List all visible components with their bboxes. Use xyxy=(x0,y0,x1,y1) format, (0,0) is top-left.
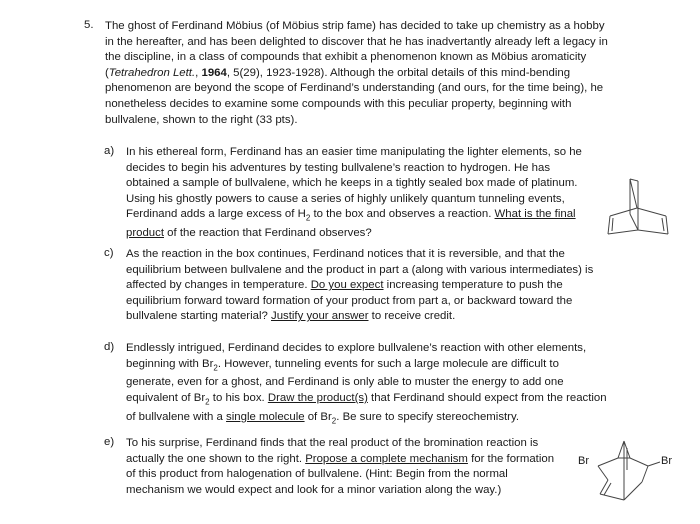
part-e-label: e) xyxy=(104,436,115,448)
part-e-line-2-pre: actually the one shown to the right. xyxy=(126,452,306,465)
part-d-draw-products: Draw the product(s) xyxy=(267,392,368,405)
intro-line-2: in the hereafter, and has been delighted to discover that he has inadvertantly already left a legacy in xyxy=(105,35,608,48)
part-c-text xyxy=(126,247,593,325)
br2-subscript-2: 2 xyxy=(205,397,210,407)
part-d-line-5-pre: of bullvalene with a xyxy=(126,410,227,423)
part-d-single-molecule: single molecule xyxy=(226,410,305,423)
part-d-line-5-mid: of Br xyxy=(304,410,332,423)
citation-year: 1964 xyxy=(201,66,227,79)
part-a-question-underlined: What is the final xyxy=(494,208,576,221)
part-d-line-4-mid: to his box. xyxy=(209,392,268,405)
part-d-line-4-pre: equivalent of Br xyxy=(126,392,206,405)
h2-subscript: 2 xyxy=(305,213,311,223)
part-d-line-2-post: . However, tunneling events for such a large molecule are difficult to xyxy=(217,357,559,370)
part-a-line-1: In his ethereal form, Ferdinand has an easier time manipulating the lighter elements, so he xyxy=(126,146,582,158)
question-intro xyxy=(105,19,645,128)
citation-open: ( xyxy=(105,66,109,79)
part-d-line-1: Endlessly intrigued, Ferdinand decides to explore bullvalene’s reaction with other elements, xyxy=(126,342,587,354)
part-a-line-3: obtained a sample of bullvalene, which he keeps in a tightly sealed box made of platinum. xyxy=(126,177,578,190)
br2-subscript-3: 2 xyxy=(331,416,337,426)
citation-journal: Tetrahedron Lett. xyxy=(108,66,196,79)
part-d-label: d) xyxy=(104,341,115,353)
part-e-line-3: of this product from halogenation of bullvalene. (Hint: Begin from the normal xyxy=(126,468,508,481)
bullvalene-structure xyxy=(600,176,680,246)
intro-line-5: phenomenon are beyond the scope of Ferdinand’s understanding (and ours, for the time being), he xyxy=(105,82,604,95)
part-c-line-3-pre: affected by changes in temperature. xyxy=(126,279,311,292)
part-a-line-4: Using his ghostly powers to cause a series of highly unlikely quantum tunneling events, xyxy=(126,192,565,205)
part-a-label: a) xyxy=(104,145,115,157)
part-d-line-5-post: . Be sure to specify stereochemistry. xyxy=(336,410,519,423)
part-c-label: c) xyxy=(104,247,114,259)
part-d-line-5 xyxy=(126,410,607,429)
product-br-left: Br xyxy=(578,455,589,467)
part-e-line-1: To his surprise, Ferdinand finds that the real product of the bromination reaction is xyxy=(126,437,539,449)
part-c-line-3 xyxy=(126,278,593,294)
part-a-line-5-pre: Ferdinand adds a large excess of H xyxy=(126,208,306,221)
dibromo-product-structure xyxy=(590,436,662,516)
citation-rest: , 5(29), 1923-1928). Although the orbital details of this mind-bending xyxy=(226,66,571,79)
part-c-line-5 xyxy=(126,309,593,325)
part-e-line-2-post: for the formation xyxy=(467,452,555,465)
part-a-text xyxy=(126,145,582,242)
part-c-line-5-post: to receive credit. xyxy=(368,310,456,323)
part-e-line-2 xyxy=(126,452,554,468)
intro-line-1: The ghost of Ferdinand Möbius (of Möbius strip fame) has decided to take up chemistry as a hobby xyxy=(105,20,605,32)
part-c-line-5-pre: bullvalene starting material? xyxy=(126,310,271,323)
part-e-line-4: mechanism we would expect and look for a minor variation along the way.) xyxy=(126,483,502,496)
part-c-do-you-expect: Do you expect xyxy=(310,279,384,292)
part-a-product-underlined: product xyxy=(126,227,164,240)
part-a-line-5 xyxy=(126,207,582,226)
intro-line-3: the discipline, in a class of compounds that exhibit a phenomenon known as Möbius aromaticity xyxy=(105,51,587,64)
intro-line-6: nonetheless decides to examine some compounds with this peculiar property, beginning with xyxy=(105,97,572,110)
product-br-right: Br xyxy=(661,455,672,467)
part-a-line-5-mid: to the box and observes a reaction. xyxy=(310,208,495,221)
part-d-text xyxy=(126,341,607,429)
intro-line-7: bullvalene, shown to the right (33 pts). xyxy=(105,113,298,126)
part-a-line-6-post: of the reaction that Ferdinand observes? xyxy=(164,227,372,240)
intro-line-4: (Tetrahedron Lett., 1964, 5(29), 1923-1928). Although the orbital details of this mind-bending xyxy=(105,66,571,79)
part-e-text xyxy=(126,436,554,498)
part-c-justify: Justify your answer xyxy=(271,310,369,323)
part-d-line-2-pre: beginning with Br xyxy=(126,357,214,370)
part-d-line-4 xyxy=(126,391,607,410)
part-c-line-4: equilibrium forward toward formation of your product from part a, or backward toward the xyxy=(126,294,573,307)
part-a-line-2: decides to begin his adventures by testing bullvalene’s reaction to hydrogen. He has xyxy=(126,161,551,174)
part-c-line-3-post: increasing temperature to push the xyxy=(383,279,563,292)
question-number: 5. xyxy=(84,19,94,31)
br2-subscript-1: 2 xyxy=(213,362,218,372)
part-d-line-3: generate, even for a ghost, and Ferdinand is only able to muster the energy to add one xyxy=(126,376,564,389)
part-d-line-4-post: that Ferdinand should expect from the reaction xyxy=(367,392,607,405)
part-a-line-6 xyxy=(126,226,582,242)
part-e-propose-mechanism: Propose a complete mechanism xyxy=(305,452,468,465)
part-c-line-2: equilibrium between bullvalene and the product in part a (along with various intermediates) is xyxy=(126,263,594,276)
part-d-line-2 xyxy=(126,357,607,376)
part-c-line-1: As the reaction in the box continues, Ferdinand notices that it is reversible, and that the xyxy=(126,248,565,260)
